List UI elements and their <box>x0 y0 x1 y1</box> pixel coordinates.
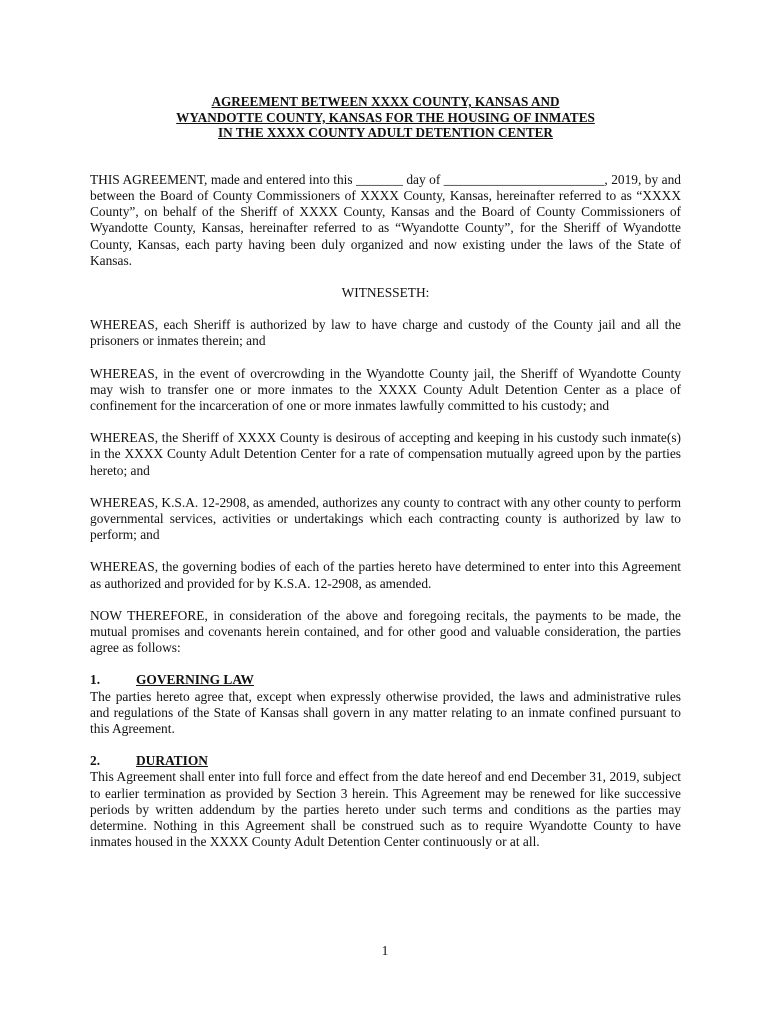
document-page <box>90 94 681 850</box>
document-title <box>90 94 681 141</box>
now-therefore-paragraph: NOW THEREFORE, in consideration of the above and foregoing recitals, the payments to be made, the mutual promises and covenants herein contained, and for other good and valuable consideration, the parties agree as follows: <box>90 607 681 656</box>
whereas-paragraph: WHEREAS, each Sheriff is authorized by law to have charge and custody of the County jail and all the prisoners or inmates therein; and <box>90 317 681 349</box>
section-heading-governing-law <box>90 672 681 688</box>
title-line: AGREEMENT BETWEEN XXXX COUNTY, KANSAS AND <box>211 94 560 109</box>
whereas-paragraph: WHEREAS, in the event of overcrowding in the Wyandotte County jail, the Sheriff of Wyandotte County may wish to transfer one or more inmates to the XXXX County Adult Detention Center as a place of confinement for the incarceration of one or more inmates lawfully committed to his custody; and <box>90 365 681 414</box>
whereas-paragraph: WHEREAS, the Sheriff of XXXX County is desirous of accepting and keeping in his custody such inmate(s) in the XXXX County Adult Detention Center for a rate of compensation mutually agreed upon by the parties hereto; and <box>90 430 681 478</box>
section-body: The parties hereto agree that, except when expressly otherwise provided, the laws and administrative rules and regulations of the State of Kansas shall govern in any matter relating to an inmate confined pursuant to this Agreement. <box>90 688 681 737</box>
whereas-paragraph: WHEREAS, the governing bodies of each of the parties hereto have determined to enter into this Agreement as authorized and provided for by K.S.A. 12-2908, as amended. <box>90 559 681 591</box>
intro-paragraph: THIS AGREEMENT, made and entered into this _______ day of ________________________, 2019, by and between the Board of County Commissioners of XXXX County, Kansas, hereinafter referred to as “XXXX County”, on behalf of the Sheriff of XXXX County, Kansas and the Board of County Commissioners of Wyandotte County, Kansas, hereinafter referred to as “Wyandotte County”, for the Sheriff of Wyandotte County, Kansas, each party having been duly organized and now existing under the laws of the State of Kansas. <box>90 171 681 268</box>
witnesseth-heading: WITNESSETH: <box>341 285 430 300</box>
whereas-paragraph: WHEREAS, K.S.A. 12-2908, as amended, authorizes any county to contract with any other county to perform governmental services, activities or undertakings which each contracting county is authorized by law to perform; and <box>90 494 681 543</box>
section-body: This Agreement shall enter into full force and effect from the date hereof and end December 31, 2019, subject to earlier termination as provided by Section 3 herein. This Agreement may be renewed for like successive periods by written addendum by the parties hereto under such terms and conditions as the parties may determine. Nothing in this Agreement shall be construed such as to require Wyandotte County to have inmates housed in the XXXX County Adult Detention Center continuously or at all. <box>90 769 681 850</box>
title-line: WYANDOTTE COUNTY, KANSAS FOR THE HOUSING OF INMATES <box>176 109 595 125</box>
section-number: 1. <box>90 672 101 688</box>
title-line: IN THE XXXX COUNTY ADULT DETENTION CENTER <box>218 125 553 141</box>
section-number: 2. <box>90 753 101 769</box>
section-heading-duration <box>90 753 681 769</box>
page-number: 1 <box>381 943 389 958</box>
section-title: GOVERNING LAW <box>136 672 254 688</box>
section-title: DURATION <box>136 753 208 769</box>
